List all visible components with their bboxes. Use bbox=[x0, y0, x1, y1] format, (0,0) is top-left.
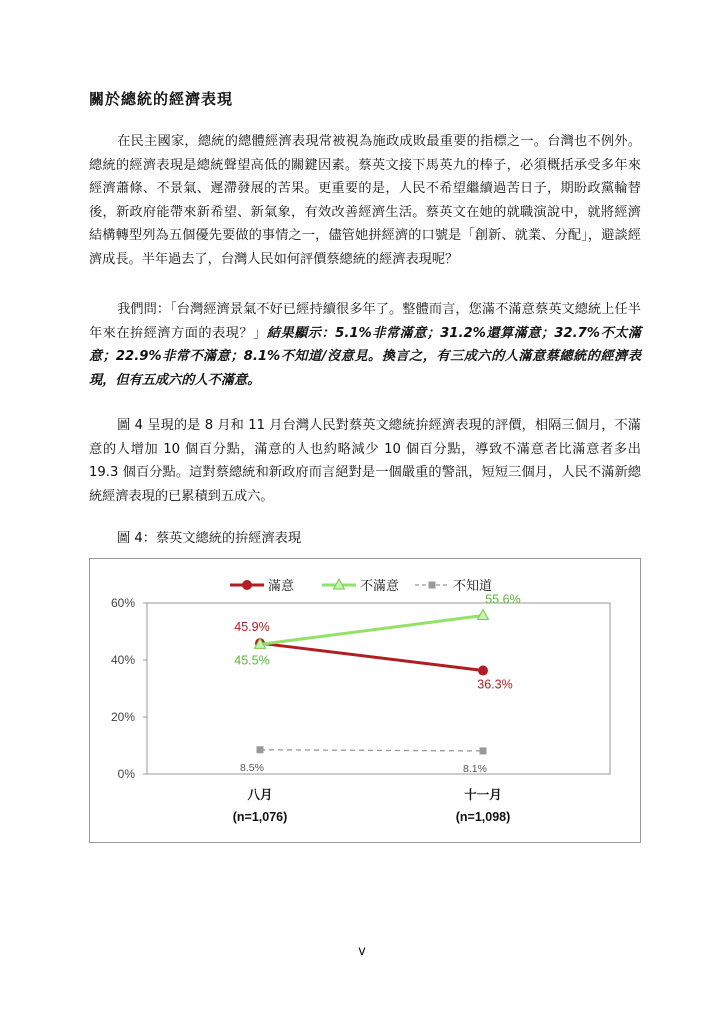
series-line bbox=[260, 750, 483, 751]
chart-legend bbox=[230, 578, 492, 593]
result-text: 結果顯示：5.1%非常滿意；31.2%還算滿意；32.7%不太滿意；22.9%非常不滿意；8.1%不知道/沒意見。換言之，有三成六的人滿意蔡總統的經濟表現，但有五成六的人不滿意。 bbox=[89, 325, 642, 388]
paragraph-figure-discussion-text: 圖 4 呈現的是 8 月和 11 月台灣人民對蔡英文總統拚經濟表現的評價，相隔三個月，不滿意的人增加 10 個百分點，滿意的人也約略減少 10 個百分點，導致不滿意者比滿意者多出 19.3 個百分點。這對蔡總統和新政府而言絕對是一個嚴重的警訊，短短三個月，人民不滿新總統經濟表現的已累積到五成六。 bbox=[89, 418, 641, 504]
data-point bbox=[478, 666, 488, 676]
data-label: 45.9% bbox=[234, 620, 270, 635]
chart-frame bbox=[89, 558, 641, 843]
question-text: 我們問：「台灣經濟景氣不好已經持續很多年了。整體而言，您滿不滿意蔡英文總統上任半年來在拚經濟方面的表現？」 bbox=[89, 302, 641, 341]
y-tick-label: 20% bbox=[110, 710, 135, 724]
y-tick-label: 60% bbox=[110, 596, 135, 610]
data-label: 55.6% bbox=[485, 592, 521, 607]
series-3 bbox=[240, 746, 487, 775]
legend-label: 不知道 bbox=[453, 578, 493, 593]
y-tick-label: 0% bbox=[117, 767, 135, 781]
data-label: 8.1% bbox=[463, 762, 487, 775]
legend-label: 滿意 bbox=[268, 578, 295, 593]
legend-label: 不滿意 bbox=[360, 578, 400, 593]
data-point bbox=[480, 747, 487, 754]
x-tick-label: 八月 bbox=[247, 788, 273, 802]
x-tick-label: 十一月 bbox=[464, 788, 502, 802]
paragraph-question bbox=[89, 298, 641, 392]
data-label: 8.5% bbox=[240, 761, 264, 774]
paragraph-figure-discussion bbox=[89, 414, 641, 508]
legend-item bbox=[322, 578, 399, 593]
x-tick-sublabel: (n=1,098) bbox=[455, 810, 511, 824]
legend-item bbox=[415, 578, 492, 593]
y-tick-label: 40% bbox=[110, 653, 135, 667]
legend-marker bbox=[429, 582, 436, 589]
legend-marker bbox=[242, 580, 252, 590]
series-line bbox=[260, 616, 483, 645]
x-tick-sublabel: (n=1,076) bbox=[232, 810, 288, 824]
page-number: v bbox=[358, 944, 366, 959]
series-line bbox=[260, 643, 483, 670]
data-label: 36.3% bbox=[477, 677, 513, 692]
figure-caption: 圖 4：蔡英文總統的拚經濟表現 bbox=[117, 531, 302, 546]
legend-item bbox=[230, 578, 294, 593]
data-point bbox=[257, 746, 264, 753]
section-heading: 關於總統的經濟表現 bbox=[89, 90, 234, 108]
line-chart bbox=[90, 559, 640, 842]
paragraph-intro bbox=[89, 130, 641, 271]
data-label: 45.5% bbox=[234, 653, 270, 668]
chart-series bbox=[234, 593, 520, 775]
paragraph-intro-text: 在民主國家，總統的總體經濟表現常被視為施政成敗最重要的指標之一。台灣也不例外。總統的經濟表現是總統聲望高低的關鍵因素。蔡英文接下馬英九的棒子，必須概括承受多年來經濟蕭條、不景氣、遲滯發展的苦果。更重要的是，人民不希望繼續過苦日子，期盼政黨輪替後，新政府能帶來新希望、新氣象，有效改善經濟生活。蔡英文在她的就職演說中，就將經濟結構轉型列為五個優先要做的事情之一，儘管她拼經濟的口號是「創新、就業、分配」，避談經濟成長。半年過去了，台灣人民如何評價蔡總統的經濟表現呢？ bbox=[89, 134, 641, 267]
